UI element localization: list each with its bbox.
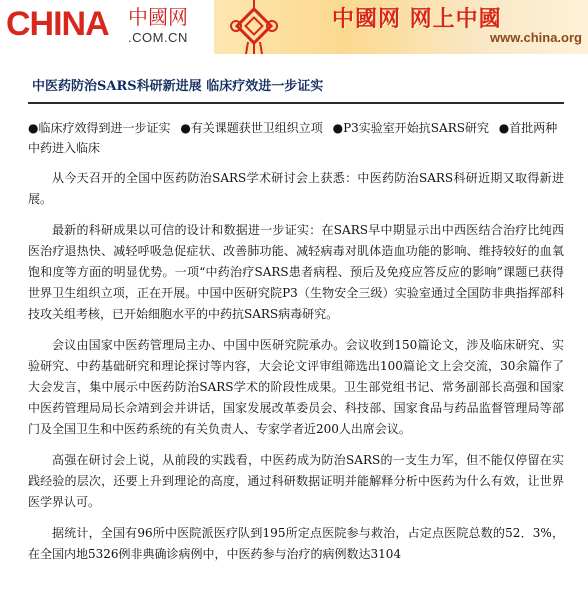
article [28,64,564,565]
article-paragraph: 会议由国家中医药管理局主办、中国中医研究院承办。会议收到150篇论文，涉及临床研究、实验研究、中药基础研究和理论探讨等内容，大会论文评审组筛选出100篇论文上会交流，30余篇作了大会发言，集中展示中医药防治SARS学术的阶段性成果。卫生部党组书记、常务副部长高强和国家中医药管理局局长佘靖到会并讲话，国家发展改革委员会、科技部、国家食品与药品监督管理局等部门及全国卫生和中医药系统的有关负责人、专家学者近200人出席会议。 [28,338,564,436]
article-paragraph: 从今天召开的全国中医药防治SARS学术研讨会上获悉：中医药防治SARS科研近期又取得新进展。 [28,171,564,206]
article-title: 中医药防治SARS科研新进展 临床疗效进一步证实 [28,64,564,104]
highlight-item: ●首批两种中药进入临床 [28,121,558,155]
china-com-cn-logo[interactable] [6,4,206,50]
logo-mark: 中國网 [128,5,188,29]
highlight-item: ●临床疗效得到进一步证实 [28,121,171,135]
chinese-knot-icon [218,0,290,54]
article-paragraph: 高强在研讨会上说，从前段的实践看，中医药成为防治SARS的一支生力军，但不能仅停留在实践经验的层次，还要上升到理论的高度，通过科研数据证明并能解释分析中医药为什么有效，让世界医学界认可。 [28,453,564,509]
site-header [0,0,588,54]
highlight-item: ●有关课题获世卫组织立项 [180,121,323,135]
logo-domain: .COM.CN [128,30,188,45]
header-slogan: 中國网 网上中國 [332,6,502,32]
site-url[interactable]: www.china.org [490,30,582,45]
article-paragraph: 最新的科研成果以可信的设计和数据进一步证实：在SARS早中期显示出中西医结合治疗比纯西医治疗退热快、减轻呼吸急促症状、改善肺功能、减轻病毒对肌体造血功能的影响、维持较好的血氧饱和度等方面的明显优势。一项“中药治疗SARS患者病程、预后及免疫应答反应的影响”课题已获得世界卫生组织立项，正在开展。中国中医研究院P3（生物安全三级）实验室通过全国防非典指挥部科技攻关组考核，已开始细胞水平的中药抗SARS病毒研究。 [28,223,564,321]
logo-text: CHINA [6,5,109,43]
highlight-item: ●P3实验室开始抗SARS研究 [332,121,489,135]
header-banner [214,0,588,54]
article-paragraph: 据统计，全国有96所中医院派医疗队到195所定点医院参与救治，占定点医院总数的52．3%，在全国内地5326例非典确诊病例中，中医药参与治疗的病例数达3104 [28,526,564,561]
article-highlights [28,118,564,158]
